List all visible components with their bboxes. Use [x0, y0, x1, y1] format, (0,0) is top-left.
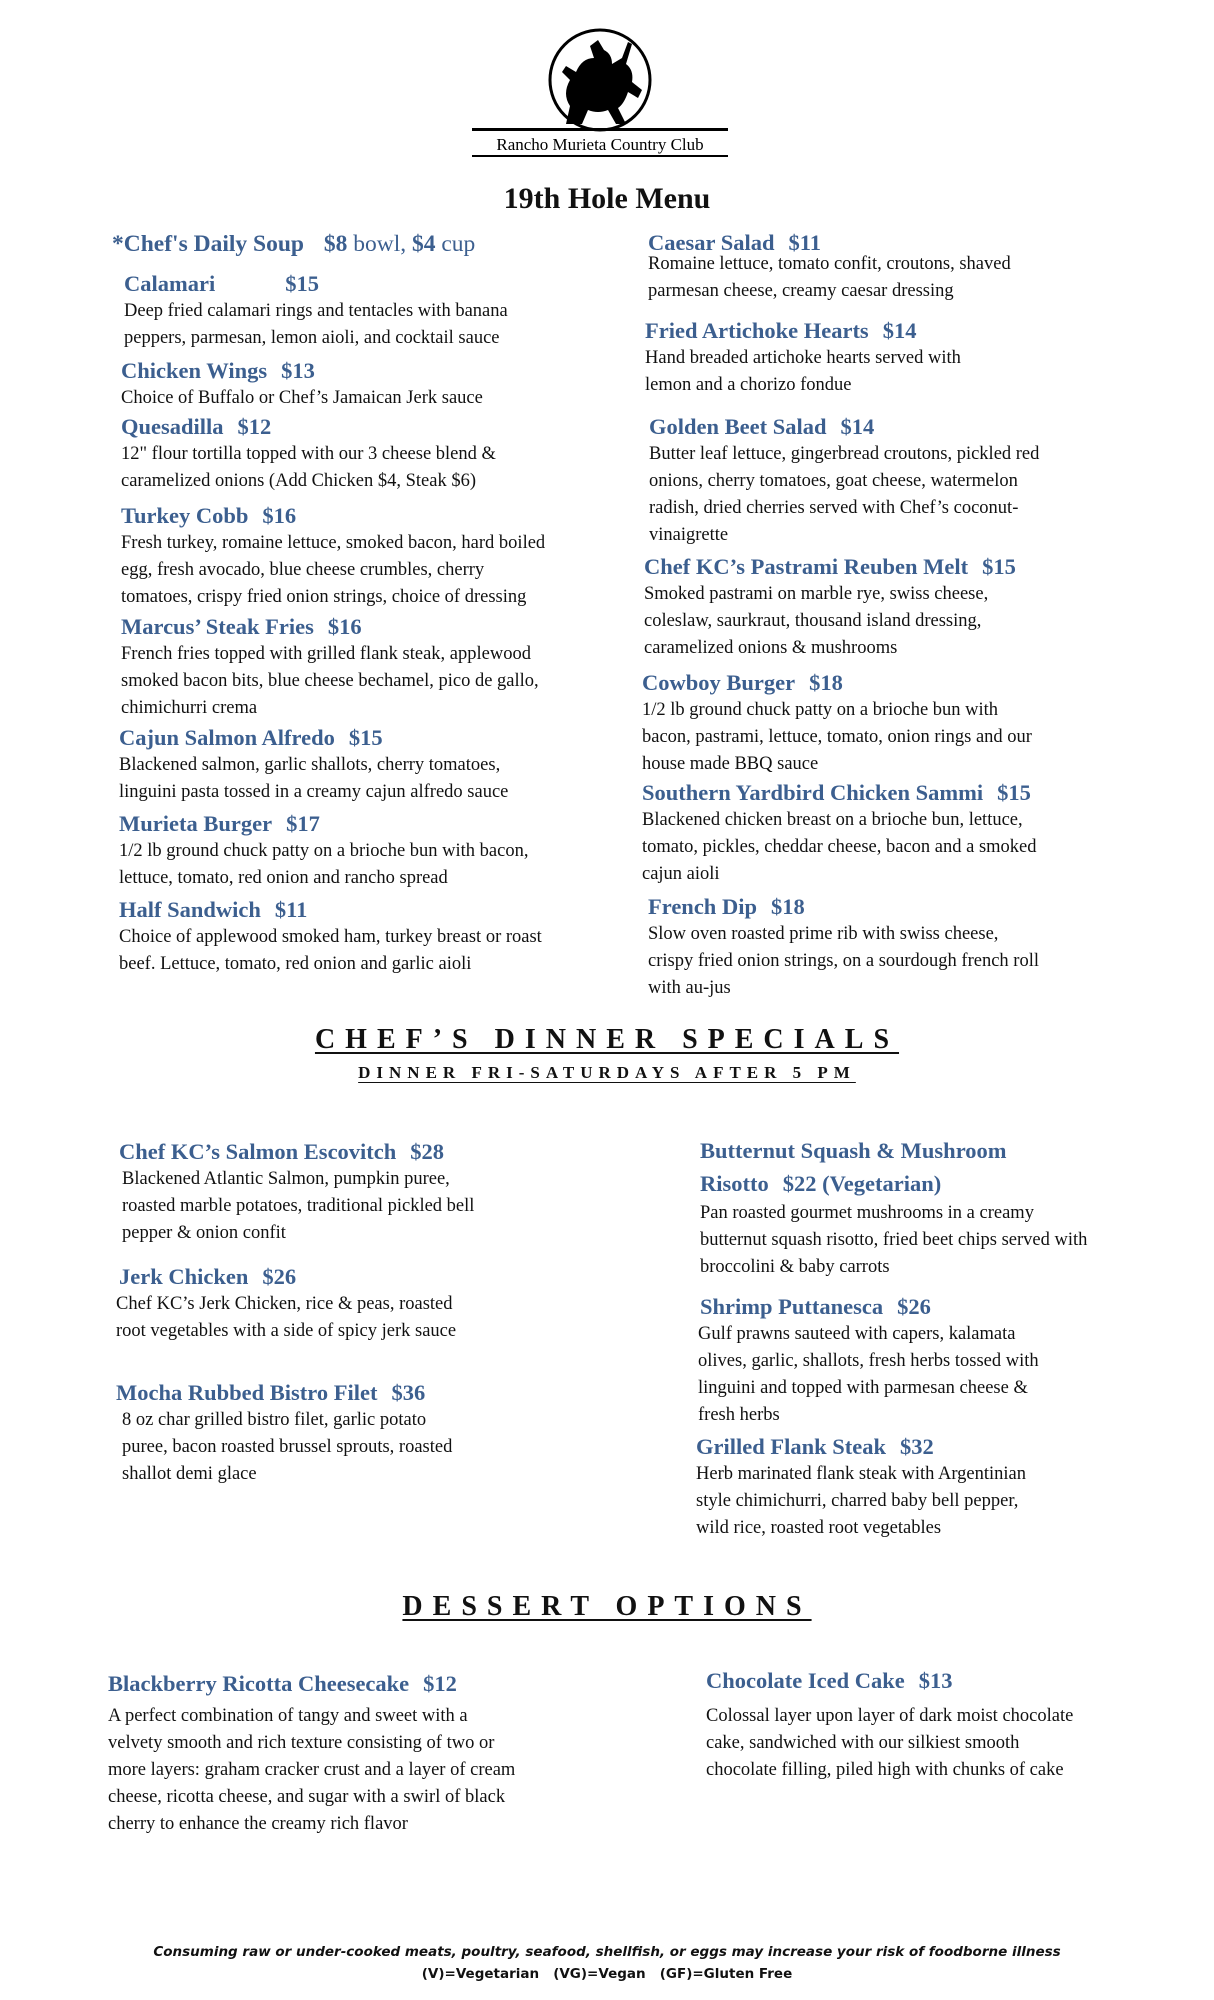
menu-item-steak-fries — [121, 613, 539, 722]
item-price: $8 — [323, 231, 348, 257]
item-desc: chimichurri crema — [121, 698, 258, 718]
item-desc: Choice of applewood smoked ham, turkey breast or roast — [119, 927, 542, 947]
bowl-label: bowl, — [353, 231, 407, 257]
item-desc: caramelized onions & mushrooms — [644, 638, 898, 658]
item-desc: 8 oz char grilled bistro filet, garlic potato — [122, 1410, 427, 1430]
dessert-chocolate-cake — [706, 1667, 1073, 1784]
item-name: Chef KC’s Pastrami Reuben Melt — [644, 554, 969, 579]
item-desc: 1/2 lb ground chuck patty on a brioche bun with — [642, 700, 999, 720]
specials-subtitle: DINNER FRI-SATURDAYS AFTER 5 PM — [358, 1063, 856, 1082]
dessert-cheesecake — [108, 1670, 515, 1838]
desserts-title: DESSERT OPTIONS — [402, 1591, 812, 1622]
item-desc: butternut squash risotto, fried beet chips served with — [700, 1230, 1088, 1250]
item-name: *Chef's Daily Soup — [112, 231, 304, 257]
club-name: Rancho Murieta Country Club — [496, 135, 704, 154]
item-desc: Smoked pastrami on marble rye, swiss cheese, — [644, 584, 989, 604]
item-desc: cherry to enhance the creamy rich flavor — [108, 1814, 408, 1834]
menu-item-cowboy-burger — [642, 669, 1032, 778]
item-desc: fresh herbs — [698, 1405, 780, 1425]
item-name: Fried Artichoke Hearts — [645, 318, 869, 343]
item-name: Half Sandwich — [119, 897, 261, 922]
item-desc: cake, sandwiched with our silkiest smooth — [706, 1733, 1020, 1753]
item-price: $18 — [809, 670, 843, 695]
item-name: Golden Beet Salad — [649, 414, 827, 439]
item-desc: linguini pasta tossed in a creamy cajun alfredo sauce — [119, 782, 509, 802]
item-name: Butternut Squash & Mushroom — [700, 1138, 1007, 1163]
specials-title: CHEF’S DINNER SPECIALS — [314, 1024, 900, 1055]
item-name: Calamari — [124, 271, 216, 296]
item-desc: broccolini & baby carrots — [700, 1257, 890, 1277]
item-desc: Fresh turkey, romaine lettuce, smoked bacon, hard boiled — [121, 533, 546, 553]
item-price: $11 — [274, 897, 308, 922]
special-flank-steak — [696, 1433, 1026, 1542]
item-name: Cowboy Burger — [642, 670, 796, 695]
item-name: Mocha Rubbed Bistro Filet — [116, 1380, 378, 1405]
diet-legend: (V)=Vegetarian (VG)=Vegan (GF)=Gluten Free — [421, 1966, 793, 1982]
item-name: Southern Yardbird Chicken Sammi — [642, 780, 984, 805]
page-title: 19th Hole Menu — [503, 182, 711, 215]
item-desc: 12" flour tortilla topped with our 3 cheese blend & — [121, 444, 496, 464]
item-desc: Hand breaded artichoke hearts served with — [645, 348, 961, 368]
item-desc: Blackened Atlantic Salmon, pumpkin puree, — [122, 1169, 450, 1189]
item-name-line2: Risotto — [700, 1171, 769, 1196]
item-price: $14 — [882, 318, 917, 343]
item-desc: tomato, pickles, cheddar cheese, bacon and a smoked — [642, 837, 1037, 857]
menu-item-murieta-burger — [119, 810, 528, 892]
item-price: $36 — [391, 1380, 426, 1405]
item-desc: velvety smooth and rich texture consisting of two or — [108, 1733, 495, 1753]
item-name: Chef KC’s Salmon Escovitch — [119, 1139, 397, 1164]
item-price: $26 — [897, 1294, 931, 1319]
item-name: Chocolate Iced Cake — [706, 1668, 905, 1693]
item-name: Caesar Salad — [648, 230, 775, 255]
item-desc: Blackened chicken breast on a brioche bun, lettuce, — [642, 810, 1023, 830]
item-desc: wild rice, roasted root vegetables — [696, 1518, 942, 1538]
item-desc: Colossal layer upon layer of dark moist chocolate — [706, 1706, 1074, 1726]
item-desc: peppers, parmesan, lemon aioli, and cocktail sauce — [124, 328, 500, 348]
item-desc: olives, garlic, shallots, fresh herbs tossed with — [698, 1351, 1039, 1371]
item-desc: Choice of Buffalo or Chef’s Jamaican Jerk sauce — [121, 388, 483, 408]
item-desc: bacon, pastrami, lettuce, tomato, onion rings and our — [642, 727, 1032, 747]
item-desc: crispy fried onion strings, on a sourdough french roll — [648, 951, 1039, 971]
item-price: $17 — [286, 811, 320, 836]
item-price: $15 — [997, 780, 1031, 805]
menu-item-soup — [112, 230, 475, 258]
item-price: $12 — [423, 1671, 457, 1696]
item-name: French Dip — [648, 894, 757, 919]
item-price: $28 — [410, 1139, 445, 1164]
menu-item-calamari — [124, 270, 508, 352]
item-desc: lemon and a chorizo fondue — [645, 375, 852, 395]
item-price: $18 — [770, 894, 805, 919]
item-price: $11 — [788, 230, 821, 255]
item-desc: Romaine lettuce, tomato confit, croutons, shaved — [648, 254, 1011, 274]
item-desc: cheese, ricotta cheese, and sugar with a swirl of black — [108, 1787, 506, 1807]
menu-item-quesadilla — [121, 413, 496, 495]
item-desc: 1/2 lb ground chuck patty on a brioche bun with bacon, — [119, 841, 529, 861]
item-desc: style chimichurri, charred baby bell pepper, — [696, 1491, 1019, 1511]
item-desc: Slow oven roasted prime rib with swiss cheese, — [648, 924, 999, 944]
food-safety-warning: Consuming raw or under-cooked meats, poultry, seafood, shellfish, or eggs may increase your risk of foodborne illness — [153, 1944, 1061, 1960]
special-bistro-filet — [116, 1379, 452, 1488]
item-price: $26 — [262, 1264, 297, 1289]
club-logo — [466, 28, 734, 160]
item-desc: smoked bacon bits, blue cheese bechamel, pico de gallo, — [121, 671, 539, 691]
item-desc: caramelized onions (Add Chicken $4, Steak $6) — [121, 471, 476, 491]
item-desc: Deep fried calamari rings and tentacles with banana — [124, 301, 508, 321]
item-name: Shrimp Puttanesca — [700, 1294, 884, 1319]
menu-item-half-sandwich — [119, 896, 542, 978]
item-desc: tomatoes, crispy fried onion strings, choice of dressing — [121, 587, 527, 607]
special-butternut-risotto — [700, 1134, 1087, 1281]
item-desc: Gulf prawns sauteed with capers, kalamata — [698, 1324, 1016, 1344]
special-shrimp-puttanesca — [698, 1293, 1039, 1429]
menu-item-artichoke-hearts — [645, 317, 961, 399]
item-price: $15 — [285, 271, 319, 296]
special-salmon-escovitch — [119, 1138, 474, 1247]
item-name: Grilled Flank Steak — [696, 1434, 887, 1459]
item-desc: lettuce, tomato, red onion and rancho spread — [119, 868, 448, 888]
item-desc: linguini and topped with parmesan cheese & — [698, 1378, 1028, 1398]
item-name: Cajun Salmon Alfredo — [119, 725, 335, 750]
item-name: Turkey Cobb — [121, 503, 249, 528]
item-desc: French fries topped with grilled flank steak, applewood — [121, 644, 531, 664]
item-desc: vinaigrette — [649, 525, 729, 545]
item-price: $14 — [840, 414, 875, 439]
item-desc: Herb marinated flank steak with Argentinian — [696, 1464, 1026, 1484]
menu-item-turkey-cobb — [121, 502, 545, 611]
item-name: Murieta Burger — [119, 811, 273, 836]
item-desc: Blackened salmon, garlic shallots, cherry tomatoes, — [119, 755, 501, 775]
item-name: Marcus’ Steak Fries — [121, 614, 314, 639]
item-desc: egg, fresh avocado, blue cheese crumbles, cherry — [121, 560, 485, 580]
item-name: Quesadilla — [121, 414, 224, 439]
item-price: $16 — [262, 503, 297, 528]
item-desc: cajun aioli — [642, 864, 720, 884]
item-price: $16 — [327, 614, 362, 639]
horse-rider-icon — [562, 40, 642, 124]
menu-item-french-dip — [648, 893, 1039, 1002]
item-price: $22 (Vegetarian) — [782, 1171, 942, 1196]
item-name: Blackberry Ricotta Cheesecake — [108, 1671, 410, 1696]
item-price: $13 — [918, 1668, 953, 1693]
menu-item-yardbird-sammi — [642, 779, 1037, 888]
item-desc: Butter leaf lettuce, gingerbread croutons, pickled red — [649, 444, 1040, 464]
item-desc: parmesan cheese, creamy caesar dressing — [648, 281, 954, 301]
item-desc: Pan roasted gourmet mushrooms in a creamy — [700, 1203, 1034, 1223]
item-desc: coleslaw, saurkraut, thousand island dressing, — [644, 611, 982, 631]
item-desc: house made BBQ sauce — [642, 754, 819, 774]
item-desc: puree, bacon roasted brussel sprouts, roasted — [122, 1437, 453, 1457]
item-desc: onions, cherry tomatoes, goat cheese, watermelon — [649, 471, 1018, 491]
item-desc: shallot demi glace — [122, 1464, 257, 1484]
item-price-cup: $4 — [411, 231, 436, 257]
item-desc: A perfect combination of tangy and sweet with a — [108, 1706, 468, 1726]
item-price: $15 — [348, 725, 383, 750]
item-desc: roasted marble potatoes, traditional pickled bell — [122, 1196, 475, 1216]
item-price: $32 — [900, 1434, 934, 1459]
item-desc: chocolate filling, piled high with chunks of cake — [706, 1760, 1064, 1780]
item-desc: pepper & onion confit — [122, 1223, 286, 1243]
menu-item-golden-beet-salad — [649, 413, 1039, 549]
menu-item-caesar-salad — [648, 229, 1011, 305]
item-desc: more layers: graham cracker crust and a layer of cream — [108, 1760, 516, 1780]
special-jerk-chicken — [118, 1263, 456, 1345]
item-price: $15 — [982, 554, 1016, 579]
item-name: Jerk Chicken — [119, 1264, 249, 1289]
menu-item-chicken-wings — [121, 357, 483, 412]
item-name: Chicken Wings — [121, 358, 268, 383]
item-price: $13 — [281, 358, 315, 383]
item-desc: root vegetables with a side of spicy jerk sauce — [116, 1321, 457, 1341]
item-desc: radish, dried cherries served with Chef’s coconut- — [649, 498, 1019, 518]
menu-item-cajun-salmon — [119, 724, 508, 806]
item-price: $12 — [237, 414, 272, 439]
item-desc: beef. Lettuce, tomato, red onion and garlic aioli — [119, 954, 472, 974]
item-desc: Chef KC’s Jerk Chicken, rice & peas, roasted — [116, 1294, 453, 1314]
cup-label: cup — [441, 231, 476, 257]
item-desc: with au-jus — [648, 978, 731, 998]
menu-item-pastrami-reuben — [644, 553, 1016, 662]
